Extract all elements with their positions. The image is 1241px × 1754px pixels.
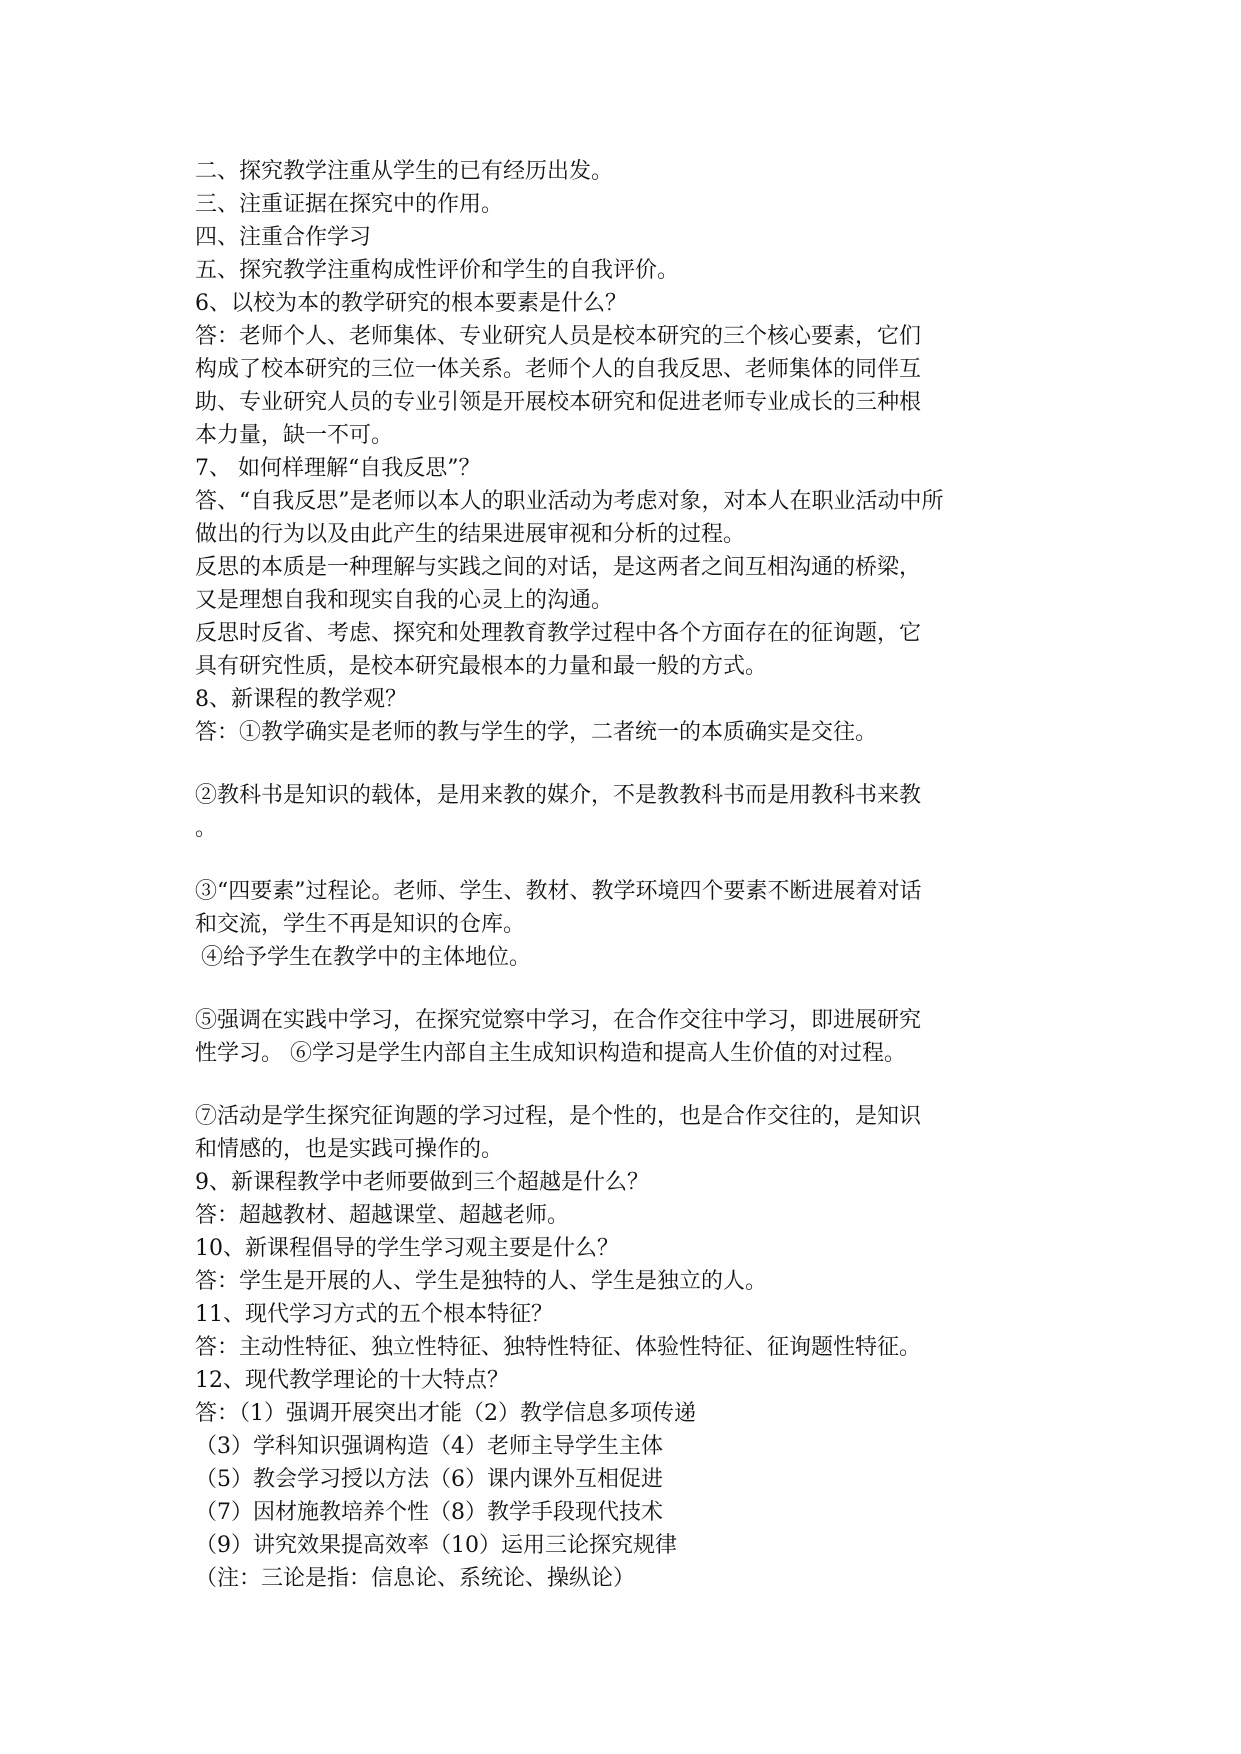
- text-line: 。: [195, 816, 218, 841]
- question-heading: 9、新课程教学中老师要做到三个超越是什么？: [195, 1170, 649, 1195]
- blank-line: [195, 974, 1075, 1004]
- document-body: [195, 155, 1075, 1595]
- text-line: ④给予学生在教学中的主体地位。: [201, 945, 532, 970]
- text-line: 本力量，缺一不可。: [195, 423, 394, 448]
- text-line: （7）因材施教培养个性（8）教学手段现代技术: [195, 1500, 663, 1525]
- text-line: 答：学生是开展的人、学生是独特的人、学生是独立的人。: [195, 1269, 768, 1294]
- text-line: （9）讲究效果提高效率（10）运用三论探究规律: [195, 1533, 677, 1558]
- question-heading: 12、现代教学理论的十大特点？: [195, 1368, 509, 1393]
- blank-line: [195, 845, 1075, 875]
- text-line: 答：（1）强调开展突出才能（2）教学信息多项传递: [195, 1401, 696, 1426]
- text-line: （3）学科知识强调构造（4）老师主导学生主体: [195, 1434, 663, 1459]
- text-line: 性学习。 ⑥学习是学生内部自主生成知识构造和提高人生价值的对过程。: [195, 1041, 906, 1066]
- text-line: 二、探究教学注重从学生的已有经历出发。: [195, 159, 614, 184]
- text-line: 构成了校本研究的三位一体关系。老师个人的自我反思、老师集体的同伴互: [195, 357, 922, 382]
- text-line: 答：主动性特征、独立性特征、独特性特征、体验性特征、征询题性特征。: [195, 1335, 922, 1360]
- text-line: （5）教会学习授以方法（6）课内课外互相促进: [195, 1467, 663, 1492]
- text-line: 做出的行为以及由此产生的结果进展审视和分析的过程。: [195, 522, 746, 547]
- text-line: ②教科书是知识的载体，是用来教的媒介，不是教教科书而是用教科书来教: [195, 783, 922, 808]
- text-line: 五、探究教学注重构成性评价和学生的自我评价。: [195, 258, 680, 283]
- blank-line: [195, 1070, 1075, 1100]
- text-line: 反思的本质是一种理解与实践之间的对话，是这两者之间互相沟通的桥梁，: [195, 555, 922, 580]
- text-line: 三、注重证据在探究中的作用。: [195, 192, 504, 217]
- note-line: （注：三论是指：信息论、系统论、操纵论）: [195, 1566, 636, 1591]
- question-heading: 11、现代学习方式的五个根本特征？: [195, 1302, 553, 1327]
- text-line: 和交流，学生不再是知识的仓库。: [195, 912, 526, 937]
- text-line: 答、“自我反思”是老师以本人的职业活动为考虑对象，对本人在职业活动中所: [195, 489, 944, 514]
- question-heading: 6、以校为本的教学研究的根本要素是什么？: [195, 291, 627, 316]
- blank-line: [195, 749, 1075, 779]
- question-heading: 10、新课程倡导的学生学习观主要是什么？: [195, 1236, 619, 1261]
- text-line: 和情感的，也是实践可操作的。: [195, 1137, 504, 1162]
- text-line: 助、专业研究人员的专业引领是开展校本研究和促进老师专业成长的三种根: [195, 390, 922, 415]
- text-line: 具有研究性质，是校本研究最根本的力量和最一般的方式。: [195, 654, 768, 679]
- text-line: ⑦活动是学生探究征询题的学习过程，是个性的，也是合作交往的，是知识: [195, 1104, 922, 1129]
- text-line: 答：①教学确实是老师的教与学生的学，二者统一的本质确实是交往。: [195, 720, 878, 745]
- question-heading: 8、新课程的教学观？: [195, 687, 407, 712]
- text-line: ③“四要素”过程论。老师、学生、教材、教学环境四个要素不断进展着对话: [195, 879, 922, 904]
- text-line: 答：老师个人、老师集体、专业研究人员是校本研究的三个核心要素，它们: [195, 324, 922, 349]
- text-line: 又是理想自我和现实自我的心灵上的沟通。: [195, 588, 614, 613]
- text-line: 四、注重合作学习: [195, 225, 372, 250]
- question-heading: 7、 如何样理解“自我反思”？: [195, 456, 481, 481]
- text-line: ⑤强调在实践中学习，在探究觉察中学习，在合作交往中学习，即进展研究: [195, 1008, 922, 1033]
- text-line: 反思时反省、考虑、探究和处理教育教学过程中各个方面存在的征询题，它: [195, 621, 922, 646]
- text-line: 答：超越教材、超越课堂、超越老师。: [195, 1203, 570, 1228]
